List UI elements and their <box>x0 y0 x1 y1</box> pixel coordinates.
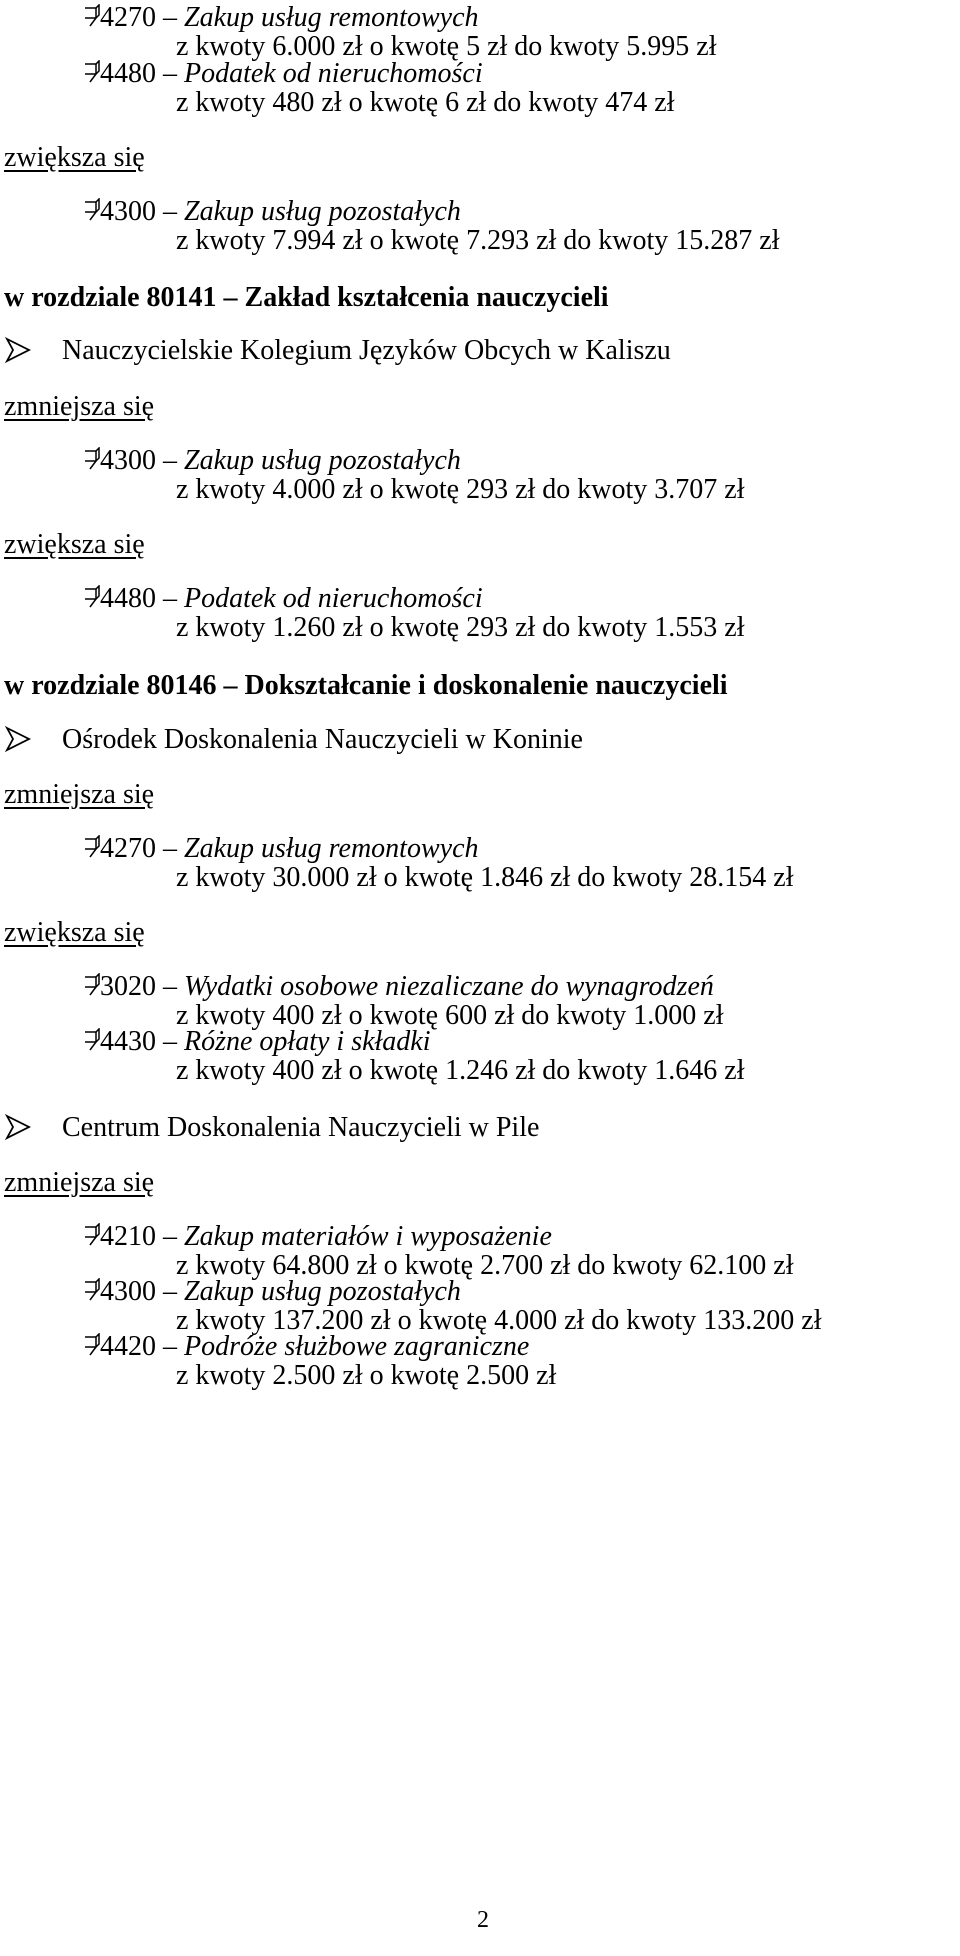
item-amount: z kwoty 137.200 zł o kwotę 4.000 zł do kwoty 133.200 zł <box>176 1305 822 1336</box>
change-label-decrease: zmniejsza się <box>4 1167 155 1198</box>
item-amount: z kwoty 7.994 zł o kwotę 7.293 zł do kwoty 15.287 zł <box>176 225 780 256</box>
item-heading: 4480 – Podatek od nieruchomości <box>100 583 483 614</box>
item-amount: z kwoty 1.260 zł o kwotę 293 zł do kwoty 1.553 zł <box>176 612 745 643</box>
item-amount: z kwoty 6.000 zł o kwotę 5 zł do kwoty 5.995 zł <box>176 31 717 62</box>
list-bullet-icon <box>82 198 102 224</box>
list-bullet-icon <box>82 1028 102 1054</box>
item-heading: 4210 – Zakup materiałów i wyposażenie <box>100 1221 552 1252</box>
list-bullet-icon <box>82 1223 102 1249</box>
item-heading: 4270 – Zakup usług remontowych <box>100 2 479 33</box>
item-amount: z kwoty 4.000 zł o kwotę 293 zł do kwoty 3.707 zł <box>176 474 745 505</box>
item-name: Podatek od nieruchomości <box>184 583 483 614</box>
item-name: Podatek od nieruchomości <box>184 58 483 89</box>
item-code: 4300 <box>100 196 156 227</box>
item-heading: 4300 – Zakup usług pozostałych <box>100 445 461 476</box>
section-heading-80141: w rozdziale 80141 – Zakład kształcenia nauczycieli <box>4 282 609 313</box>
item-name: Zakup usług remontowych <box>184 2 479 33</box>
item-heading: 4270 – Zakup usług remontowych <box>100 833 479 864</box>
list-bullet-icon <box>82 1278 102 1304</box>
item-amount: z kwoty 400 zł o kwotę 600 zł do kwoty 1.000 zł <box>176 1000 724 1031</box>
list-bullet-icon <box>82 60 102 86</box>
item-code: 4300 <box>100 1276 156 1307</box>
item-heading: 4300 – Zakup usług pozostałych <box>100 196 461 227</box>
list-bullet-icon <box>82 1333 102 1359</box>
item-name: Zakup materiałów i wyposażenie <box>184 1221 552 1252</box>
item-name: Zakup usług pozostałych <box>184 1276 461 1307</box>
item-code: 4420 <box>100 1331 156 1362</box>
item-amount: z kwoty 30.000 zł o kwotę 1.846 zł do kwoty 28.154 zł <box>176 862 794 893</box>
list-bullet-icon <box>82 835 102 861</box>
arrow-bullet-icon <box>4 1113 32 1141</box>
section-heading-80146: w rozdziale 80146 – Dokształcanie i doskonalenie nauczycieli <box>4 670 728 701</box>
change-label-decrease: zmniejsza się <box>4 779 155 810</box>
list-bullet-icon <box>82 4 102 30</box>
item-heading: 4480 – Podatek od nieruchomości <box>100 58 483 89</box>
list-bullet-icon <box>82 585 102 611</box>
item-code: 4430 <box>100 1026 156 1057</box>
item-code: 4210 <box>100 1221 156 1252</box>
item-name: Różne opłaty i składki <box>184 1026 431 1057</box>
item-code: 4270 <box>100 2 156 33</box>
item-code: 4480 <box>100 583 156 614</box>
item-code: 4300 <box>100 445 156 476</box>
change-label-increase: zwiększa się <box>4 529 145 560</box>
list-bullet-icon <box>82 447 102 473</box>
item-name: Wydatki osobowe niezaliczane do wynagrodzeń <box>184 971 714 1002</box>
item-name: Zakup usług pozostałych <box>184 445 461 476</box>
arrow-bullet-icon <box>4 336 32 364</box>
item-name: Podróże służbowe zagraniczne <box>184 1331 530 1362</box>
item-amount: z kwoty 400 zł o kwotę 1.246 zł do kwoty 1.646 zł <box>176 1055 745 1086</box>
change-label-increase: zwiększa się <box>4 917 145 948</box>
item-name: Zakup usług remontowych <box>184 833 479 864</box>
unit-name: Ośrodek Doskonalenia Nauczycieli w Koninie <box>62 724 583 755</box>
change-label-decrease: zmniejsza się <box>4 391 155 422</box>
item-code: 4270 <box>100 833 156 864</box>
list-bullet-icon <box>82 973 102 999</box>
page-number: 2 <box>477 1907 489 1933</box>
item-heading: 4300 – Zakup usług pozostałych <box>100 1276 461 1307</box>
item-heading: 3020 – Wydatki osobowe niezaliczane do wynagrodzeń <box>100 971 714 1002</box>
item-amount: z kwoty 2.500 zł o kwotę 2.500 zł <box>176 1360 557 1391</box>
item-code: 4480 <box>100 58 156 89</box>
item-amount: z kwoty 480 zł o kwotę 6 zł do kwoty 474 zł <box>176 87 675 118</box>
unit-name: Centrum Doskonalenia Nauczycieli w Pile <box>62 1112 540 1143</box>
item-amount: z kwoty 64.800 zł o kwotę 2.700 zł do kwoty 62.100 zł <box>176 1250 794 1281</box>
item-heading: 4420 – Podróże służbowe zagraniczne <box>100 1331 530 1362</box>
unit-name: Nauczycielskie Kolegium Języków Obcych w Kaliszu <box>62 335 671 366</box>
change-label-increase: zwiększa się <box>4 142 145 173</box>
item-code: 3020 <box>100 971 156 1002</box>
item-name: Zakup usług pozostałych <box>184 196 461 227</box>
item-heading: 4430 – Różne opłaty i składki <box>100 1026 431 1057</box>
arrow-bullet-icon <box>4 725 32 753</box>
